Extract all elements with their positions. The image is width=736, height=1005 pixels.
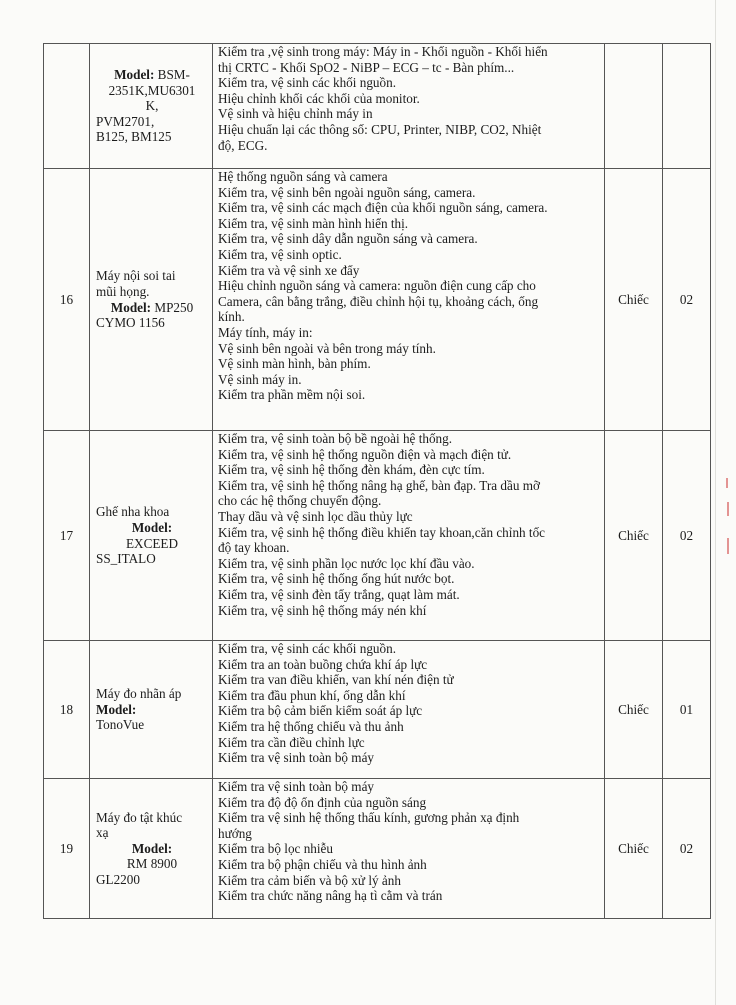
unit-cell (605, 44, 663, 169)
row-number (44, 44, 90, 169)
device-name-line: PVM2701, (96, 113, 155, 129)
work-line: Kiểm tra, vệ sinh hệ thống nguồn điện và mạch điện tử. (218, 446, 512, 462)
device-name-line: RM 8900 (126, 856, 178, 872)
work-line: cho các hệ thống chuyển động. (218, 493, 382, 509)
work-line: Kiểm tra vệ sinh toàn bộ máy (218, 750, 375, 766)
scan-edge-line (715, 0, 716, 1005)
work-line: Kiểm tra độ độ ổn định của nguồn sáng (218, 794, 427, 810)
device-name-line: GL2200 (96, 871, 140, 887)
work-line: Kiểm tra an toàn buồng chứa khí áp lực (218, 656, 428, 672)
work-line: Kiểm tra hệ thống chiếu và thu ảnh (218, 718, 404, 734)
work-line: Kiểm tra vệ sinh toàn bộ máy (218, 779, 375, 794)
device-name-line: mũi họng. (96, 283, 150, 299)
table-row (44, 641, 711, 779)
quantity-cell: 02 (663, 169, 711, 431)
work-line: Kiểm tra, vệ sinh toàn bộ bề ngoài hệ thống. (218, 431, 453, 446)
device-name-line: K, (145, 98, 159, 114)
device-name-line: Máy đo tật khúc (96, 809, 183, 825)
scan-mark (727, 538, 729, 554)
work-line: Kiểm tra cần điều chỉnh lực (218, 734, 365, 750)
device-name-cell (90, 44, 213, 169)
work-line: Vệ sinh màn hình, bàn phím. (218, 356, 371, 372)
work-line: Kiểm tra, vệ sinh hệ thống điều khiển tay khoan,căn chỉnh tốc (218, 524, 546, 540)
device-name-line: B125, BM125 (96, 129, 172, 145)
work-content-cell (213, 779, 605, 919)
work-line: Kiểm tra van điều khiển, van khí nén điện tử (218, 672, 454, 688)
device-name-line: Máy nội soi tai (96, 268, 176, 284)
work-line: Vệ sinh và hiệu chỉnh máy in (218, 106, 373, 122)
unit-cell: Chiếc (605, 431, 663, 641)
device-name-line: TonoVue (96, 717, 145, 733)
quantity-cell (663, 44, 711, 169)
work-line: Kiểm tra, vệ sinh các khối nguồn. (218, 75, 396, 91)
work-line: Kiểm tra, vệ sinh phần lọc nước lọc khí đầu vào. (218, 555, 475, 571)
work-line: Thay dầu và vệ sinh lọc dầu thủy lực (218, 508, 413, 524)
row-number: 16 (44, 169, 90, 431)
work-line: Kiểm tra và vệ sinh xe đẩy (218, 262, 360, 278)
model-label: Model: (110, 299, 152, 315)
unit-cell: Chiếc (605, 779, 663, 919)
work-line: Kiểm tra bộ phận chiếu và thu hình ảnh (218, 856, 427, 872)
work-line: Hiệu chỉnh khối các khối của monitor. (218, 90, 420, 106)
model-value: MP250 (151, 299, 194, 315)
work-line: Kiểm tra đầu phun khí, ống dẫn khí (218, 687, 406, 703)
device-name-line: EXCEED (125, 535, 178, 551)
work-content-cell (213, 431, 605, 641)
table-row (44, 779, 711, 919)
table-row (44, 431, 711, 641)
work-line: Kiểm tra, vệ sinh dây dẫn nguồn sáng và camera. (218, 231, 478, 247)
work-line: Kiểm tra phần mềm nội soi. (218, 387, 366, 403)
work-line: Kiểm tra, vệ sinh màn hình hiển thị. (218, 215, 409, 231)
work-line: Kiểm tra bộ lọc nhiễu (218, 841, 333, 857)
work-line: Kiểm tra, vệ sinh hệ thống đèn khám, đèn cực tím. (218, 462, 485, 478)
work-line: Kiểm tra, vệ sinh đèn tẩy trắng, quạt làm mát. (218, 586, 460, 602)
work-line: Kiểm tra vệ sinh hệ thống thấu kính, gương phản xạ định (218, 810, 520, 826)
quantity-cell: 01 (663, 641, 711, 779)
work-line: Vệ sinh bên ngoài và bên trong máy tính. (218, 340, 436, 356)
scan-mark (727, 502, 729, 516)
table-row (44, 169, 711, 431)
work-line: Kiểm tra, vệ sinh hệ thống ống hút nước bọt. (218, 571, 455, 587)
unit-cell: Chiếc (605, 641, 663, 779)
work-line: Camera, cân bằng trắng, điều chỉnh hội tụ, khoảng cách, ống (218, 293, 539, 309)
table-row (44, 44, 711, 169)
device-name-line: xạ (96, 825, 109, 841)
model-label: Model: (131, 840, 173, 856)
row-number: 19 (44, 779, 90, 919)
work-line: Hệ thống nguồn sáng và camera (218, 169, 388, 184)
device-name-line: Ghế nha khoa (96, 504, 170, 520)
work-line: Kiểm tra cảm biến và bộ xử lý ảnh (218, 872, 401, 888)
model-label: Model: (96, 701, 137, 717)
device-name-cell (90, 779, 213, 919)
scan-mark (726, 478, 728, 488)
device-name-cell (90, 431, 213, 641)
model-label: Model: (131, 519, 173, 535)
unit-cell: Chiếc (605, 169, 663, 431)
work-line: Máy tính, máy in: (218, 324, 313, 340)
maintenance-table (43, 43, 711, 919)
device-model-line (96, 67, 208, 83)
work-line: Kiểm tra, vệ sinh các mạch điện của khối nguồn sáng, camera. (218, 200, 548, 216)
work-line: Kiểm tra, vệ sinh bên ngoài nguồn sáng, camera. (218, 184, 476, 200)
work-content-cell (213, 169, 605, 431)
model-value: BSM- (154, 67, 190, 83)
work-line: Kiểm tra, vệ sinh optic. (218, 246, 342, 262)
table-body (44, 44, 711, 919)
device-model-line (96, 300, 208, 316)
work-line: hướng (218, 825, 252, 841)
device-name-line: Máy đo nhãn áp (96, 686, 182, 702)
work-line: thị CRTC - Khối SpO2 - NiBP – ECG – tc - Bàn phím... (218, 59, 515, 75)
work-line: Kiểm tra bộ cảm biến kiểm soát áp lực (218, 703, 423, 719)
model-label: Model: (114, 67, 155, 83)
work-line: kính. (218, 309, 245, 325)
device-name-cell (90, 169, 213, 431)
work-line: Hiệu chuẩn lại các thông số: CPU, Printer, NIBP, CO2, Nhiệt (218, 121, 542, 137)
quantity-cell: 02 (663, 431, 711, 641)
work-line: Kiểm tra, vệ sinh hệ thống máy nén khí (218, 602, 427, 618)
device-name-line: 2351K,MU6301 (108, 82, 196, 98)
work-content-cell (213, 44, 605, 169)
work-content-cell (213, 641, 605, 779)
work-line: Kiểm tra chức năng nâng hạ tì cằm và trán (218, 888, 443, 904)
row-number: 17 (44, 431, 90, 641)
device-name-line: CYMO 1156 (96, 315, 165, 331)
device-name-cell (90, 641, 213, 779)
work-line: độ, ECG. (218, 137, 268, 153)
work-line: Kiểm tra, vệ sinh hệ thống nâng hạ ghế, bàn đạp. Tra dầu mỡ (218, 477, 540, 493)
work-line: độ tay khoan. (218, 540, 290, 556)
device-name-line: SS_ITALO (96, 551, 156, 567)
work-line: Kiểm tra ,vệ sinh trong máy: Máy in - Khối nguồn - Khối hiển (218, 44, 548, 59)
quantity-cell: 02 (663, 779, 711, 919)
work-line: Vệ sinh máy in. (218, 371, 302, 387)
work-line: Kiểm tra, vệ sinh các khối nguồn. (218, 641, 396, 656)
row-number: 18 (44, 641, 90, 779)
work-line: Hiệu chỉnh nguồn sáng và camera: nguồn điện cung cấp cho (218, 278, 536, 294)
